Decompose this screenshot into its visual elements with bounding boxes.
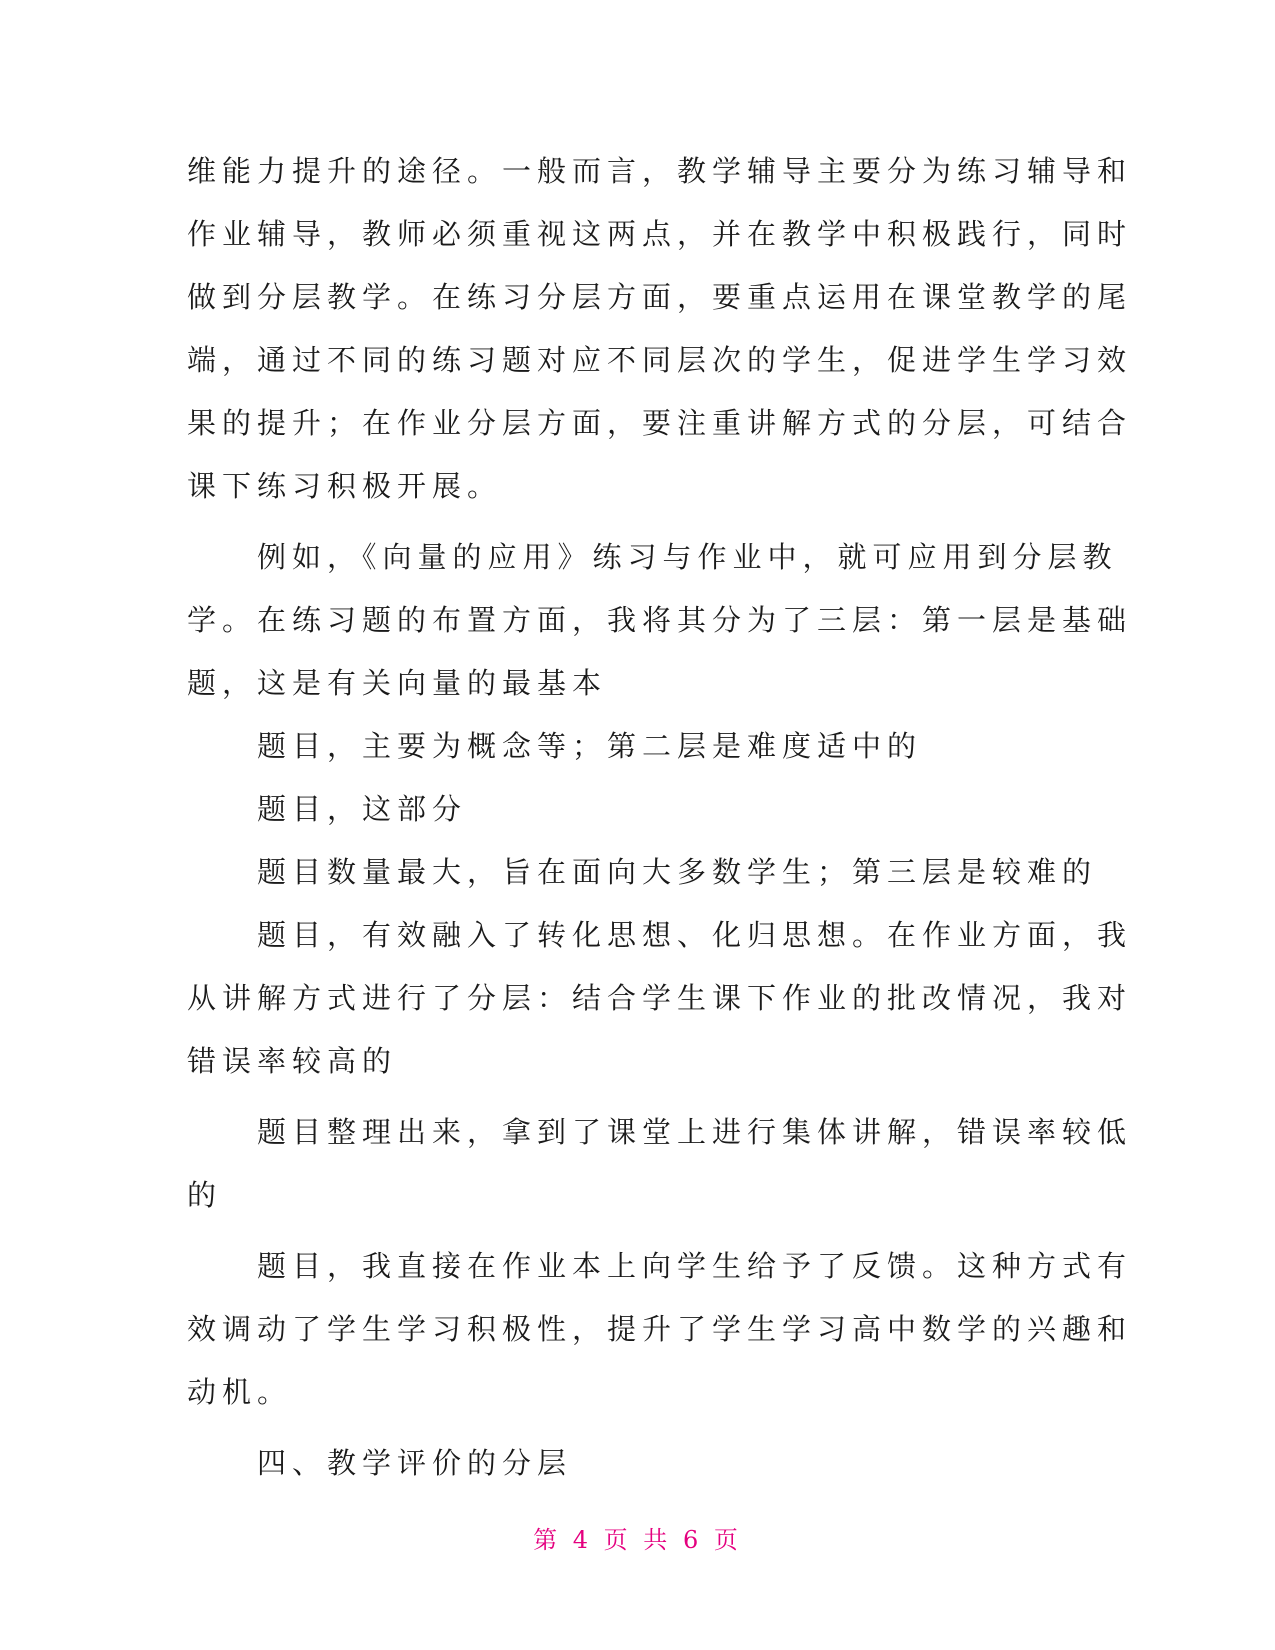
text-line: 从讲解方式进行了分层：结合学生课下作业的批改情况，我对 <box>187 981 1133 1015</box>
text-line: 果的提升；在作业分层方面，要注重讲解方式的分层，可结合 <box>187 406 1133 440</box>
text-line: 端，通过不同的练习题对应不同层次的学生，促进学生学习效 <box>187 343 1133 377</box>
text-line: 学。在练习题的布置方面，我将其分为了三层：第一层是基础 <box>187 603 1133 637</box>
text-line: 题目整理出来，拿到了课堂上进行集体讲解，错误率较低 <box>187 1115 1133 1149</box>
text-line: 动机。 <box>187 1375 293 1409</box>
text-line: 题，这是有关向量的最基本 <box>187 666 608 700</box>
text-line: 作业辅导，教师必须重视这两点，并在教学中积极践行，同时 <box>187 217 1133 251</box>
text-line: 做到分层教学。在练习分层方面，要重点运用在课堂教学的尾 <box>187 280 1133 314</box>
text-line: 错误率较高的 <box>187 1044 398 1078</box>
text-line: 的 <box>187 1178 223 1212</box>
section-heading: 四、教学评价的分层 <box>187 1446 573 1480</box>
page-number-footer: 第 4 页 共 6 页 <box>533 1526 742 1554</box>
text-line: 题目，这部分 <box>187 792 468 826</box>
text-line: 维能力提升的途径。一般而言，教学辅导主要分为练习辅导和 <box>187 154 1133 188</box>
text-line: 课下练习积极开展。 <box>187 469 503 503</box>
text-line: 题目数量最大，旨在面向大多数学生；第三层是较难的 <box>187 855 1098 889</box>
text-line: 题目，我直接在作业本上向学生给予了反馈。这种方式有 <box>187 1249 1133 1283</box>
text-line: 题目，主要为概念等；第二层是难度适中的 <box>187 729 923 763</box>
text-line: 题目，有效融入了转化思想、化归思想。在作业方面，我 <box>187 918 1133 952</box>
document-body <box>187 140 1133 1495</box>
text-line: 例如，《向量的应用》练习与作业中，就可应用到分层教 <box>187 540 1118 574</box>
text-line: 效调动了学生学习积极性，提升了学生学习高中数学的兴趣和 <box>187 1312 1133 1346</box>
